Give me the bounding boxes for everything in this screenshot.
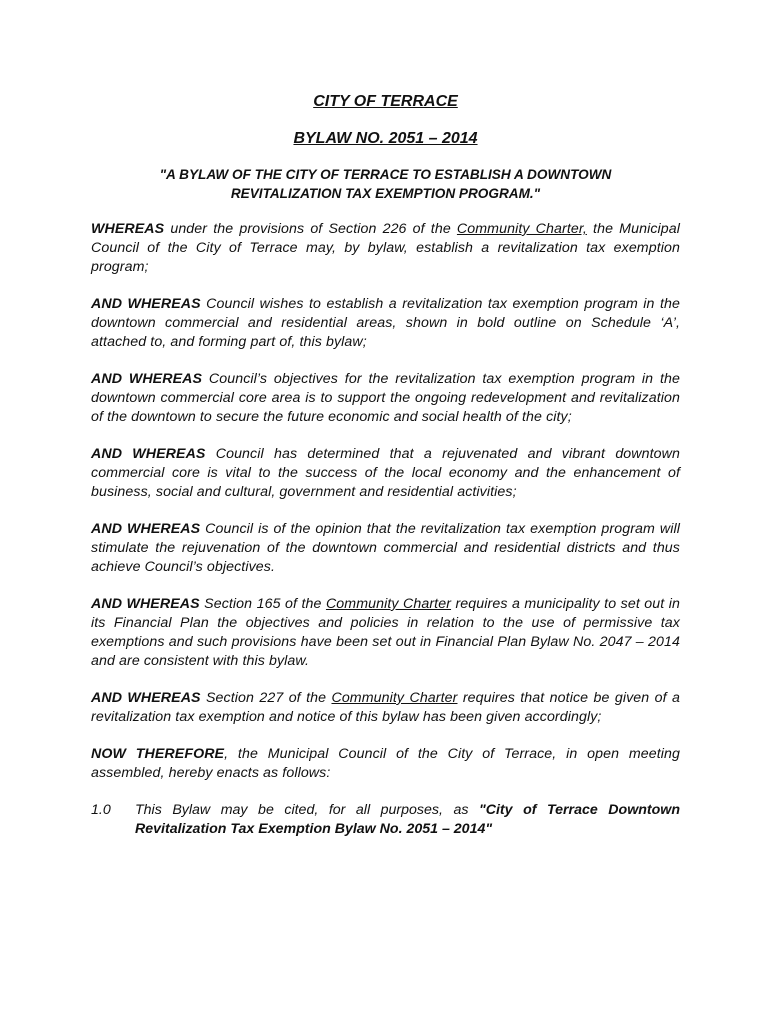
bylaw-citation-title: "City of Terrace Downtown Revitalization Tax Exemption Bylaw No. 2051 – 2014" [135, 802, 680, 837]
recital-7 [91, 689, 680, 727]
recital-4 [91, 445, 680, 502]
section-number: 1.0 [91, 802, 111, 818]
recital-6 [91, 595, 680, 671]
recital-lead: AND WHEREAS [91, 690, 201, 706]
enacting-clause [91, 745, 680, 783]
recital-text: Council’s objectives for the revitalization tax exemption program in the downtown commercial core area is to support the ongoing redevelopment and revitalization of the downtown to secure the future economic and social health of the city; [91, 371, 680, 425]
recital-text: Section 227 of the [200, 690, 332, 706]
recital-lead: NOW THEREFORE [91, 746, 225, 762]
section-1 [91, 801, 680, 839]
recital-text: requires a municipality to set out in its Financial Plan the objectives and policies in relation to the use of permissive tax exemptions and such provisions have been set out in Financial Plan Bylaw No. 2047 – 2014 and are consistent with this bylaw. [91, 596, 680, 669]
recital-lead: AND WHEREAS [91, 446, 206, 462]
recital-lead: AND WHEREAS [91, 521, 201, 537]
community-charter-reference: Community Charter [325, 596, 452, 612]
recital-text: Section 165 of the [199, 596, 326, 612]
city-title: CITY OF TERRACE [313, 93, 458, 110]
recital-lead: AND WHEREAS [91, 371, 203, 387]
community-charter-reference: Community Charter, [456, 221, 587, 237]
recital-text: , the Municipal Council of the City of Terrace, in open meeting assembled, hereby enacts as follows: [91, 746, 680, 781]
recital-text: Council is of the opinion that the revitalization tax exemption program will stimulate the rejuvenation of the downtown commercial and residential districts and thus achieve Council’s objectives. [91, 521, 681, 575]
bylaw-title: BYLAW NO. 2051 – 2014 [293, 130, 478, 147]
section-text: This Bylaw may be cited, for all purposes, as [135, 802, 480, 818]
bylaw-subtitle: "A BYLAW OF THE CITY OF TERRACE TO ESTABLISH A DOWNTOWN REVITALIZATION TAX EXEMPTION PROGRAM." [159, 167, 612, 201]
recital-lead: AND WHEREAS [91, 296, 201, 312]
community-charter-reference: Community Charter [331, 690, 458, 706]
recital-3 [91, 370, 680, 427]
bylaw-document [91, 92, 680, 839]
section-body [135, 801, 680, 839]
recital-text: Council has determined that a rejuvenated and vibrant downtown commercial core is vital to the success of the local economy and the enhancement of business, social and cultural, government and residential activities; [91, 446, 680, 500]
recital-1 [91, 220, 680, 277]
recital-2 [91, 295, 680, 352]
recital-5 [91, 520, 680, 577]
recital-text: requires that notice be given of a revitalization tax exemption and notice of this bylaw has been given accordingly; [91, 690, 680, 725]
recital-text: under the provisions of Section 226 of the [164, 221, 457, 237]
recital-lead: AND WHEREAS [91, 596, 200, 612]
recital-text: the Municipal Council of the City of Terrace may, by bylaw, establish a revitalization tax exemption program; [91, 221, 680, 275]
recital-text: Council wishes to establish a revitalization tax exemption program in the downtown commercial and residential areas, shown in bold outline on Schedule ‘A’, attached to, and forming part of, this bylaw; [91, 296, 681, 350]
recital-lead: WHEREAS [91, 221, 165, 237]
